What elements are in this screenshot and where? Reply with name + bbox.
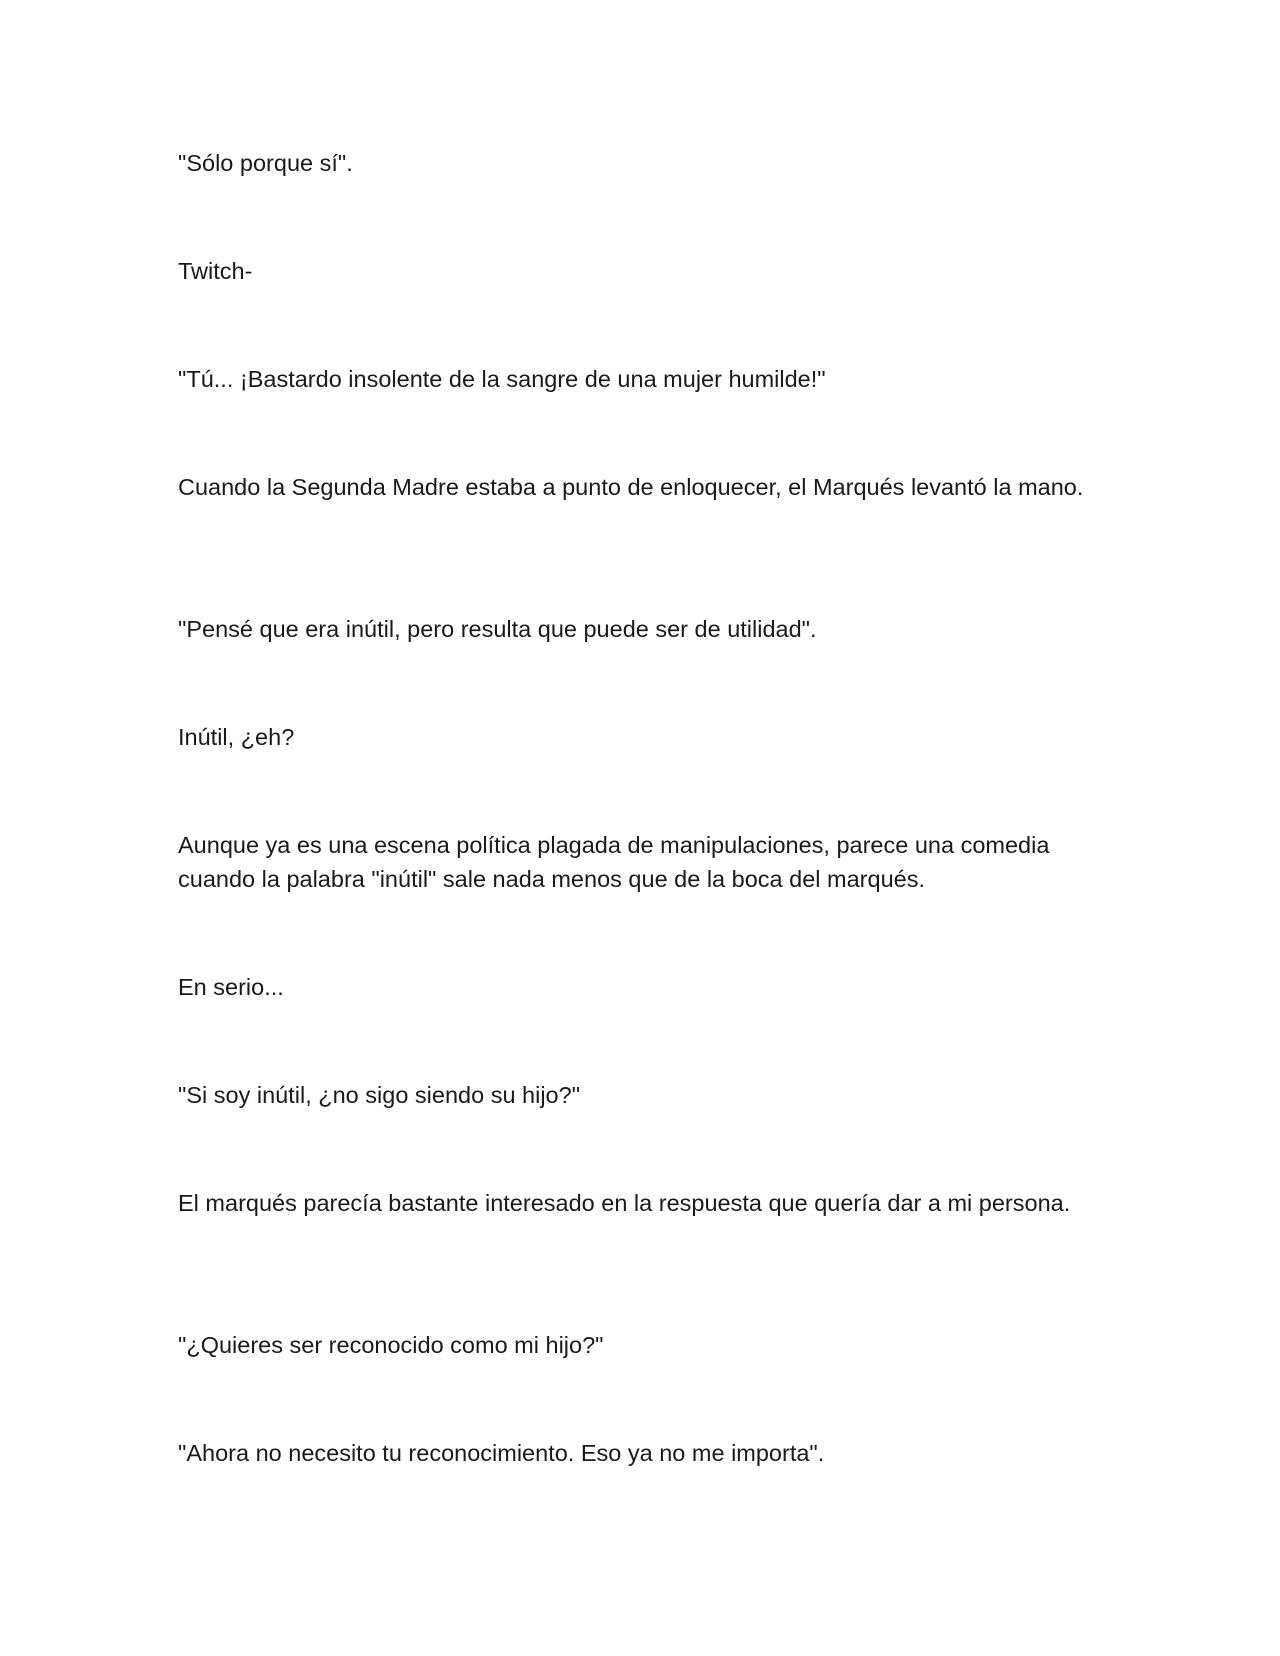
paragraph: Inútil, ¿eh? [178,724,295,750]
paragraph: "Si soy inútil, ¿no sigo siendo su hijo?" [178,1082,581,1108]
paragraph: "¿Quieres ser reconocido como mi hijo?" [178,1332,604,1358]
paragraph: "Sólo porque sí". [178,150,353,176]
paragraph: En serio... [178,974,284,1000]
paragraph: El marqués parecía bastante interesado en la respuesta que quería dar a mi persona. [178,1190,1071,1216]
paragraph: Cuando la Segunda Madre estaba a punto de enloquecer, el Marqués levantó la mano. [178,474,1084,500]
paragraph: "Tú... ¡Bastardo insolente de la sangre de una mujer humilde!" [178,366,826,392]
paragraph: Aunque ya es una escena política plagada de manipulaciones, parece una comedia cuando la palabra "inútil" sale nada menos que de la boca del marqués. [178,832,1050,892]
paragraph: Twitch- [178,258,253,284]
paragraph: "Ahora no necesito tu reconocimiento. Eso ya no me importa". [178,1440,825,1466]
paragraph: "Pensé que era inútil, pero resulta que puede ser de utilidad". [178,616,817,642]
